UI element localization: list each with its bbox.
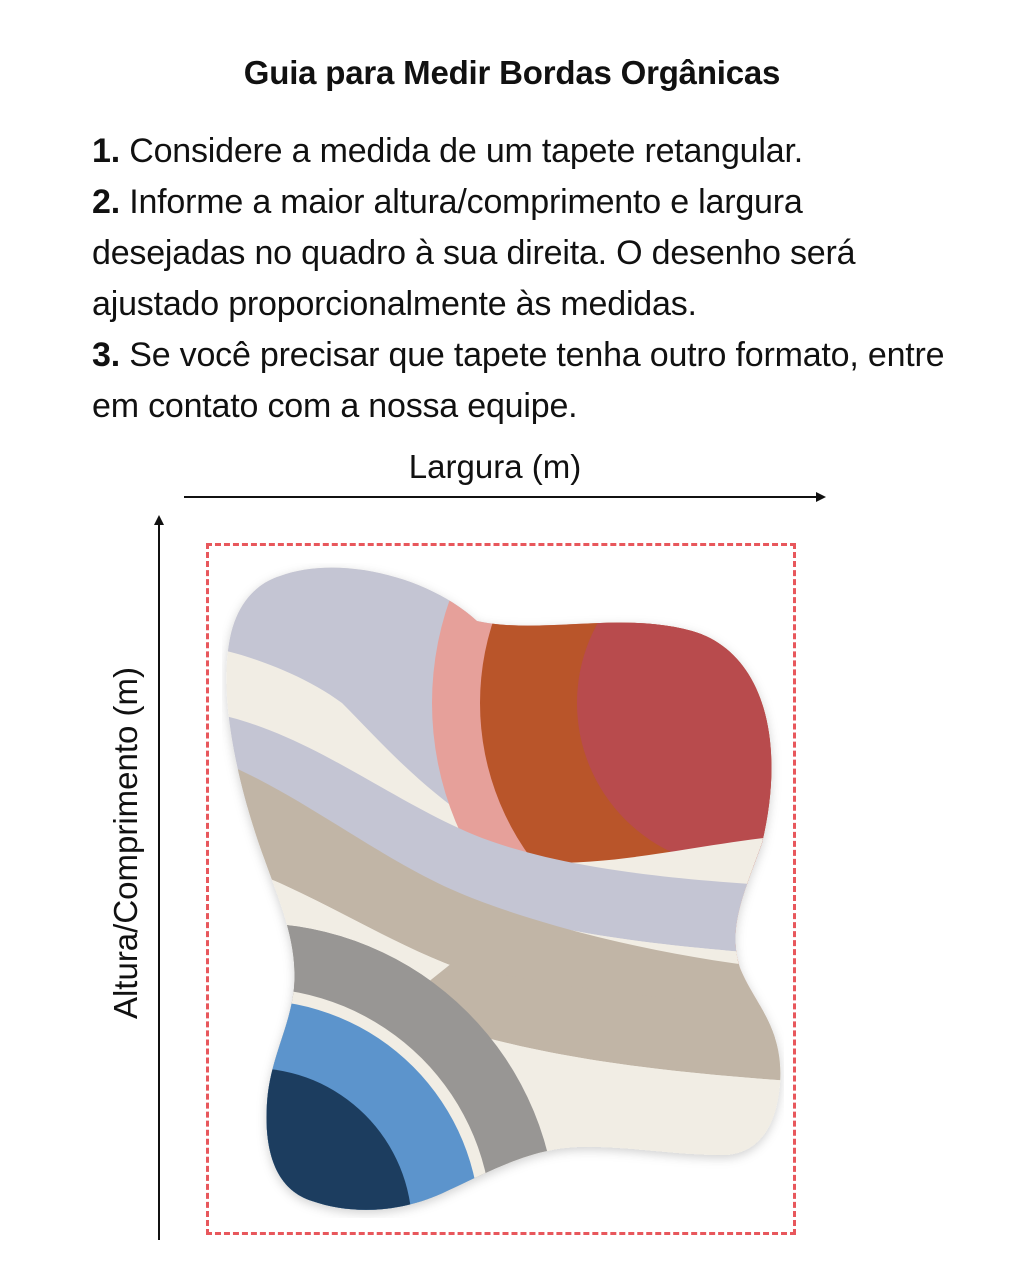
- page-title: Guia para Medir Bordas Orgânicas: [243, 54, 781, 91]
- step-text: Informe a maior altura/comprimento e largura desejadas no quadro à sua direita. O desenho será ajustado proporcionalmente às medidas.: [92, 183, 856, 323]
- height-label: Altura/Comprimento (m): [107, 666, 144, 1020]
- step-3: [92, 330, 952, 432]
- width-arrow-icon: [184, 488, 834, 506]
- step-1: [92, 126, 952, 177]
- step-text: Considere a medida de um tapete retangular.: [119, 132, 803, 170]
- step-number: 1.: [92, 132, 120, 170]
- step-number: 2.: [92, 183, 120, 221]
- organic-rug-image: [222, 563, 784, 1218]
- step-number: 3.: [92, 336, 120, 374]
- height-arrow-icon: [150, 515, 168, 1240]
- step-text: Se você precisar que tapete tenha outro formato, entre em contato com a nossa equipe.: [92, 336, 945, 425]
- width-label: Largura (m): [408, 448, 582, 485]
- step-2: [92, 177, 952, 330]
- instructions-list: [92, 126, 952, 432]
